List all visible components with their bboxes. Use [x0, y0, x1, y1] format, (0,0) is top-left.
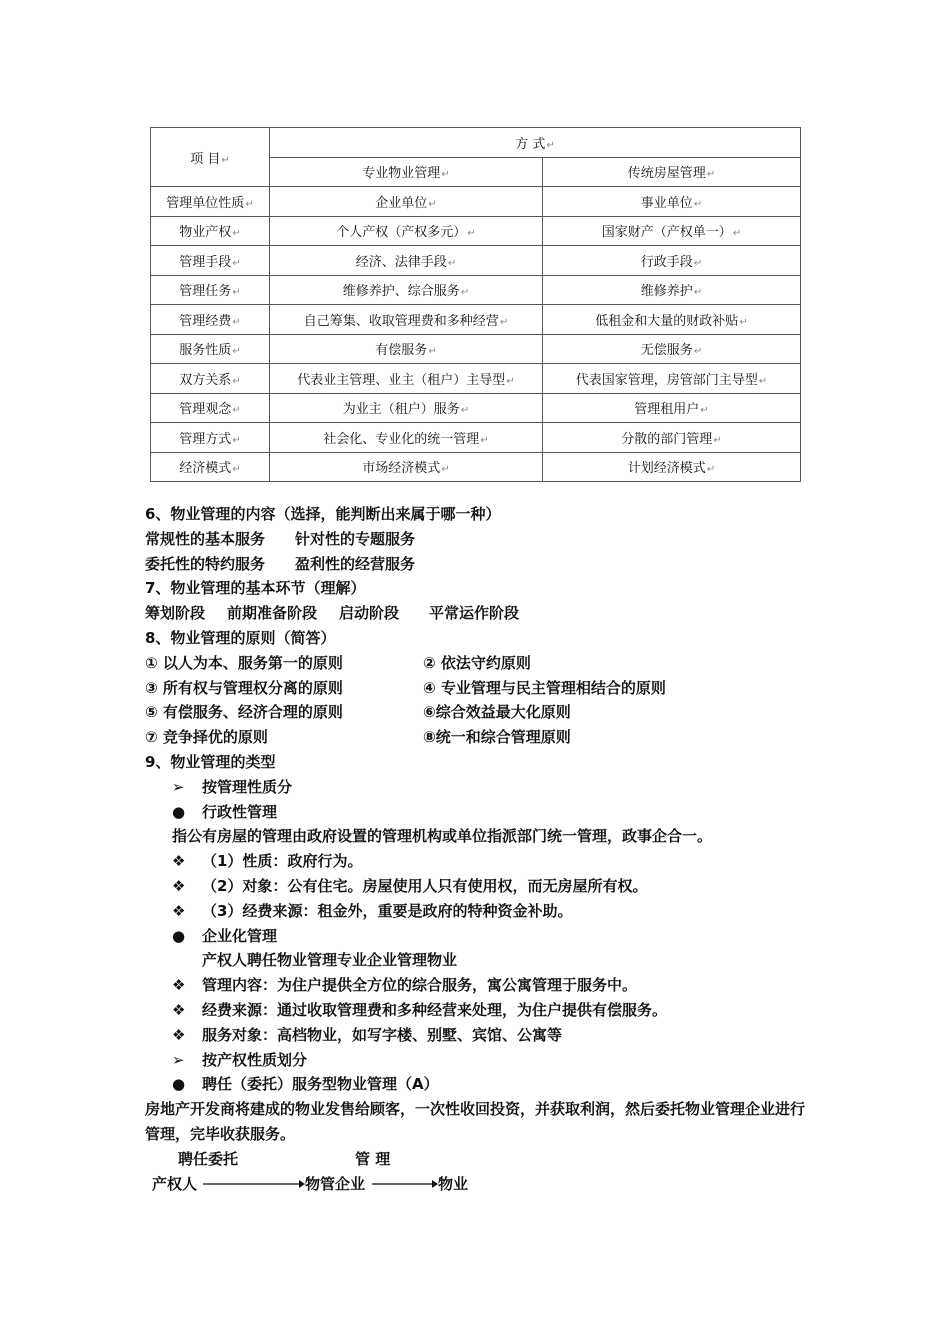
dot-bullet-icon: ●: [172, 1075, 186, 1094]
principle-item: ① 以人为本、服务第一的原则: [145, 653, 343, 672]
cell-text: 维修养护: [640, 284, 693, 300]
cell-text: 维修养护、综合服务: [342, 284, 460, 300]
arrow-bullet-icon: ➢: [172, 777, 185, 796]
section-6-heading: 6、物业管理的内容（选择，能判断出来属于哪一种）: [145, 505, 501, 523]
flow-node: 物管企业: [305, 1174, 366, 1193]
row-label-cell: 服务性质↵: [151, 334, 270, 364]
section-7-row: [145, 601, 815, 626]
paragraph: [145, 948, 815, 973]
row-label-cell: 双方关系↵: [151, 364, 270, 394]
cell-text: 无偿服务: [640, 343, 693, 359]
table-header-row: [151, 128, 801, 158]
section-6-row-1: [145, 527, 815, 552]
table-row: [151, 423, 801, 453]
cell-text: 代表国家管理，房管部门主导型: [575, 372, 758, 388]
flow-diagram: [145, 1172, 815, 1197]
cell-text: 事业单位: [640, 195, 693, 211]
list-item-label: 聘任（委托）服务型物业管理（A）: [202, 1075, 439, 1094]
list-item: [145, 924, 815, 949]
content-item: 针对性的专题服务: [295, 529, 416, 548]
principle-item: ⑦ 竞争择优的原则: [145, 728, 268, 747]
cell-text: 管理租用户: [634, 402, 700, 418]
row-label-cell: 管理任务↵: [151, 275, 270, 305]
list-item-label: 行政性管理: [202, 802, 278, 821]
list-item-label: 按管理性质分: [202, 777, 293, 796]
list-item: [145, 775, 815, 800]
cell-text: 企业单位: [375, 195, 428, 211]
content-item: 盈利性的经营服务: [295, 554, 416, 573]
table-cell: 低租金和大量的财政补贴↵: [543, 305, 801, 335]
content-item: 常规性的基本服务: [145, 529, 266, 548]
cell-text: 计划经济模式: [627, 461, 706, 477]
document-body: [145, 502, 815, 1196]
stage-item: 平常运作阶段: [429, 604, 520, 623]
header-item-cell: 项 目↵: [151, 128, 270, 187]
dot-bullet-icon: ●: [172, 802, 186, 821]
table-cell: 维修养护、综合服务↵: [270, 275, 543, 305]
list-item: [145, 1072, 815, 1097]
table-cell: 代表业主管理、业主（租户）主导型↵: [270, 364, 543, 394]
cell-text: 代表业主管理、业主（租户）主导型: [297, 372, 506, 388]
row-label-cell: 管理手段↵: [151, 246, 270, 276]
diamond-bullet-icon: ❖: [172, 901, 186, 920]
cell-text: 物业产权: [179, 225, 232, 241]
list-item-label: （1）性质：政府行为。: [202, 852, 363, 871]
list-item-label: 企业化管理: [202, 926, 278, 945]
diamond-bullet-icon: ❖: [172, 876, 186, 895]
cell-text: 管理单位性质: [166, 195, 245, 211]
section-6-row-2: [145, 552, 815, 577]
table-cell: 社会化、专业化的统一管理↵: [270, 423, 543, 453]
table-cell: 为业主（租户）服务↵: [270, 393, 543, 423]
cell-text: 国家财产（产权单一）: [601, 225, 732, 241]
paragraph: [145, 824, 815, 849]
section-7-heading: 7、物业管理的基本环节（理解）: [145, 579, 366, 598]
cell-text: 分散的部门管理: [621, 431, 713, 447]
cell-text: 管理观念: [179, 402, 232, 418]
diamond-bullet-icon: ❖: [172, 852, 186, 871]
cell-text: 经济、法律手段: [355, 254, 447, 270]
cell-text: 管理方式: [179, 431, 232, 447]
flow-node: 产权人: [152, 1174, 198, 1193]
principle-item: ② 依法守约原则: [423, 653, 531, 672]
paragraph-text: 产权人聘任物业管理专业企业管理物业: [202, 951, 458, 970]
arrow-bullet-icon: ➢: [172, 1050, 185, 1069]
list-item: [145, 1048, 815, 1073]
table-cell: 个人产权（产权多元）↵: [270, 216, 543, 246]
cell-text: 服务性质: [179, 343, 232, 359]
table-row: [151, 305, 801, 335]
table-row: [151, 246, 801, 276]
diamond-bullet-icon: ❖: [172, 976, 186, 995]
row-label-cell: 物业产权↵: [151, 216, 270, 246]
paragraph: 房地产开发商将建成的物业发售给顾客，一次性收回投资，并获取利润，然后委托物业管理企业进行管理，完毕收获服务。: [145, 1100, 806, 1143]
stage-item: 启动阶段: [339, 604, 400, 623]
row-label-cell: 管理观念↵: [151, 393, 270, 423]
section-9-heading: 9、物业管理的类型: [145, 752, 276, 771]
col-b-label: 传统房屋管理: [627, 166, 706, 182]
stage-item: 前期准备阶段: [227, 604, 318, 623]
principle-item: ⑤ 有偿服务、经济合理的原则: [145, 703, 343, 722]
list-item: [145, 1023, 815, 1048]
cell-text: 社会化、专业化的统一管理: [323, 431, 480, 447]
list-item: [145, 849, 815, 874]
col-a-header: 专业物业管理↵: [270, 157, 543, 187]
flow-label: 管 理: [355, 1149, 391, 1168]
table-cell: 国家财产（产权单一）↵: [543, 216, 801, 246]
list-item: [145, 874, 815, 899]
flow-label: 聘任委托: [178, 1149, 239, 1168]
table-cell: 企业单位↵: [270, 187, 543, 217]
principle-item: ③ 所有权与管理权分离的原则: [145, 678, 343, 697]
table-cell: 事业单位↵: [543, 187, 801, 217]
table-row: [151, 275, 801, 305]
dot-bullet-icon: ●: [172, 926, 186, 945]
table-cell: 行政手段↵: [543, 246, 801, 276]
list-item-label: 管理内容：为住户提供全方位的综合服务，寓公寓管理于服务中。: [202, 976, 638, 995]
list-item-label: 经费来源：通过收取管理费和多种经营来处理，为住户提供有偿服务。: [202, 1000, 668, 1019]
principle-item: ④ 专业管理与民主管理相结合的原则: [423, 678, 666, 697]
table-cell: 经济、法律手段↵: [270, 246, 543, 276]
cell-text: 有偿服务: [375, 343, 428, 359]
content-item: 委托性的特约服务: [145, 554, 266, 573]
table-cell: 无偿服务↵: [543, 334, 801, 364]
cell-text: 为业主（租户）服务: [342, 402, 460, 418]
list-item: [145, 899, 815, 924]
row-label-cell: 管理经费↵: [151, 305, 270, 335]
table-cell: 代表国家管理，房管部门主导型↵: [543, 364, 801, 394]
list-item-label: （2）对象：公有住宅。房屋使用人只有使用权，而无房屋所有权。: [202, 876, 648, 895]
cell-text: 双方关系: [179, 372, 232, 388]
cell-text: 经济模式: [179, 461, 232, 477]
table-row: [151, 216, 801, 246]
header-mode-cell: 方 式↵: [270, 128, 801, 158]
table-cell: 市场经济模式↵: [270, 452, 543, 482]
principle-row-2: [145, 676, 815, 701]
table-row: [151, 452, 801, 482]
diamond-bullet-icon: ❖: [172, 1000, 186, 1019]
list-item: [145, 800, 815, 825]
principle-item: ⑥综合效益最大化原则: [423, 703, 571, 722]
cell-text: 行政手段: [640, 254, 693, 270]
table-cell: 自己筹集、收取管理费和多种经营↵: [270, 305, 543, 335]
table-row: [151, 393, 801, 423]
table-row: [151, 364, 801, 394]
row-label-cell: 经济模式↵: [151, 452, 270, 482]
cell-text: 市场经济模式: [362, 461, 441, 477]
row-label-cell: 管理方式↵: [151, 423, 270, 453]
header-item-label: 项 目: [190, 151, 221, 167]
principle-item: ⑧统一和综合管理原则: [423, 728, 571, 747]
cell-text: 管理经费: [179, 313, 232, 329]
table-cell: 管理租用户↵: [543, 393, 801, 423]
diamond-bullet-icon: ❖: [172, 1025, 186, 1044]
cell-text: 低租金和大量的财政补贴: [595, 313, 739, 329]
flow-labels: [145, 1147, 815, 1172]
col-b-header: 传统房屋管理↵: [543, 157, 801, 187]
list-item: [145, 973, 815, 998]
cell-text: 个人产权（产权多元）: [336, 225, 467, 241]
principle-row-3: [145, 700, 815, 725]
col-a-label: 专业物业管理: [362, 166, 441, 182]
comparison-table: [150, 127, 801, 482]
stage-item: 筹划阶段: [145, 604, 206, 623]
cell-text: 管理手段: [179, 254, 232, 270]
flow-arrow-icon: [203, 1178, 305, 1190]
table-row: [151, 187, 801, 217]
principle-row-4: [145, 725, 815, 750]
table-cell: 计划经济模式↵: [543, 452, 801, 482]
paragraph-text: 指公有房屋的管理由政府设置的管理机构或单位指派部门统一管理，政事企合一。: [172, 827, 713, 846]
table-cell: 分散的部门管理↵: [543, 423, 801, 453]
table-cell: 有偿服务↵: [270, 334, 543, 364]
header-mode-label: 方 式: [515, 136, 546, 152]
list-item: [145, 998, 815, 1023]
table-cell: 维修养护↵: [543, 275, 801, 305]
list-item-label: （3）经费来源：租金外，重要是政府的特种资金补助。: [202, 901, 573, 920]
section-8-heading: 8、物业管理的原则（简答）: [145, 628, 336, 647]
cell-text: 管理任务: [179, 284, 232, 300]
principle-row-1: [145, 651, 815, 676]
flow-node: 物业: [438, 1174, 469, 1193]
flow-arrow-icon: [372, 1178, 438, 1190]
row-label-cell: 管理单位性质↵: [151, 187, 270, 217]
list-item-label: 服务对象：高档物业，如写字楼、别墅、宾馆、公寓等: [202, 1025, 563, 1044]
cell-text: 自己筹集、收取管理费和多种经营: [303, 313, 499, 329]
list-item-label: 按产权性质划分: [202, 1050, 308, 1069]
table-row: [151, 334, 801, 364]
